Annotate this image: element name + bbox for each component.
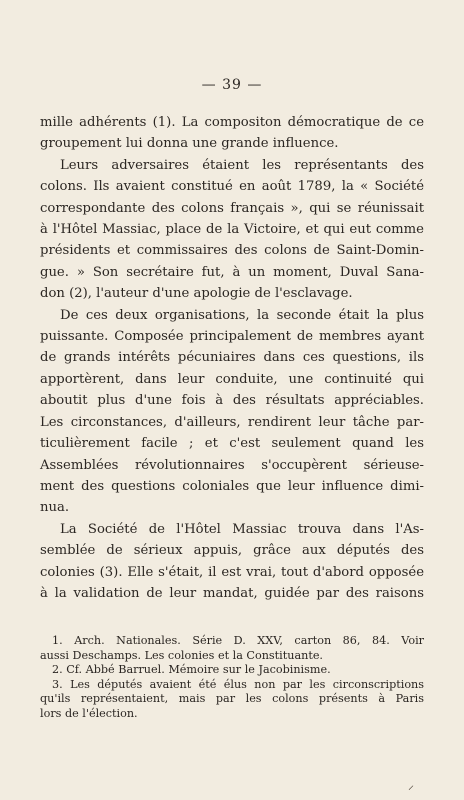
footnote-3-end: lors de l'élection. <box>40 706 138 720</box>
paragraph-3 <box>40 305 424 519</box>
text-line: groupement lui donna une grande influence. <box>40 136 339 152</box>
text-line: mille adhérents (1). La compositon démocratique de ce <box>40 115 424 130</box>
footnotes <box>40 634 424 722</box>
text-line: Les circonstances, d'ailleurs, rendirent leur tâche par- <box>40 414 424 430</box>
text-line: ticulièrement facile ; et c'est seulement quand les <box>40 436 424 452</box>
text-line: De ces deux organisations, la seconde était la plus <box>60 307 424 323</box>
text-line: nua. <box>40 500 70 516</box>
text-line: à l'Hôtel Massiac, place de la Victoire, et qui eut comme <box>40 222 424 238</box>
paragraph-2 <box>40 155 424 305</box>
text-line: puissante. Composée principalement de membres ayant <box>40 329 424 345</box>
text-line: colonies (3). Elle s'était, il est vrai, tout d'abord opposée <box>40 564 424 580</box>
text-line: gue. » Son secrétaire fut, à un moment, Duval Sana- <box>40 264 424 280</box>
page-number: — 39 — <box>201 77 263 93</box>
text-line: Assemblées révolutionnaires s'occupèrent sérieuse- <box>40 457 424 473</box>
text-line: de grands intérêts pécuniaires dans ces questions, ils <box>40 350 424 366</box>
paragraph-1 <box>40 112 424 155</box>
footnote-1-cont: aussi Deschamps. Les colonies et la Constituante. <box>40 648 323 662</box>
footnote-3: 3. Les députés avaient été élus non par les circonscriptions <box>52 677 424 691</box>
text-line: Leurs adversaires étaient les représentants des <box>60 157 424 173</box>
text-line: semblée de sérieux appuis, grâce aux députés des <box>40 543 424 559</box>
ink-mark: ⸝ <box>408 778 415 792</box>
footnote-1: 1. Arch. Nationales. Série D. XXV, carton 86, 84. Voir <box>52 634 424 647</box>
text-line: correspondante des colons français », qui se réunissait <box>40 200 424 216</box>
text-line: apportèrent, dans leur conduite, une continuité qui <box>40 371 424 387</box>
text-line: La Société de l'Hôtel Massiac trouva dans l'As- <box>60 521 424 537</box>
footnote-2: 2. Cf. Abbé Barruel. Mémoire sur le Jacobinisme. <box>52 663 331 677</box>
paragraph-4 <box>40 519 424 605</box>
text-line: à la validation de leur mandat, guidée par des raisons <box>40 585 424 601</box>
text-line: aboutit plus d'une fois à des résultats appréciables. <box>40 393 424 409</box>
text-line: présidents et commissaires des colons de Saint-Domin- <box>40 243 424 259</box>
text-line: colons. Ils avaient constitué en août 1789, la « Société <box>40 179 424 195</box>
footnote-3-cont: qu'ils représentaient, mais par les colons présents à Paris <box>40 692 424 706</box>
body-text <box>40 112 424 604</box>
text-line: don (2), l'auteur d'une apologie de l'esclavage. <box>40 286 353 302</box>
text-line: ment des questions coloniales que leur influence dimi- <box>40 478 424 494</box>
